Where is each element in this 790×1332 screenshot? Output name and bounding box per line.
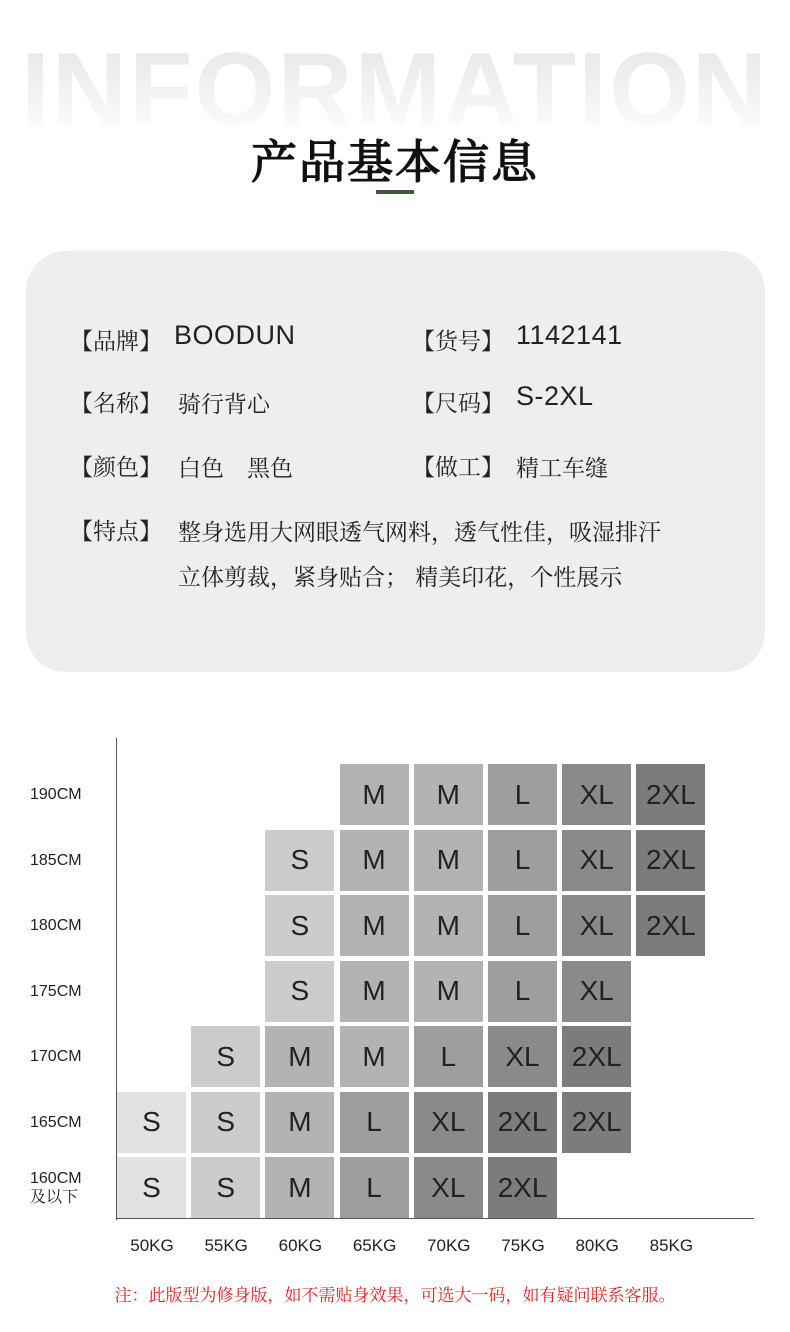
feature-line-1: 整身选用大网眼透气网料，透气性佳，吸湿排汗 [178, 520, 661, 546]
row-label-2: 180CM [30, 917, 82, 934]
size-cell-2-4: M [414, 895, 483, 956]
info-card [26, 251, 765, 672]
fit-note: 注：此版型为修身版，如不需贴身效果，可选大一码，如有疑问联系客服。 [114, 1286, 676, 1306]
size-cell-6-3: L [340, 1157, 409, 1218]
col-label-2: 60KG [278, 1236, 323, 1255]
size-cell-1-5: L [488, 830, 557, 891]
size-cell-2-7: 2XL [636, 895, 705, 956]
size-cell-2-2: S [265, 895, 334, 956]
row-label-6: 160CM 及以下 [30, 1169, 82, 1206]
size-cell-5-0: S [117, 1092, 186, 1153]
craft-value: 精工车缝 [516, 456, 608, 482]
brand-value: BOODUN [174, 320, 296, 350]
col-label-6: 80KG [575, 1236, 619, 1255]
size-cell-5-2: M [265, 1092, 334, 1153]
col-label-0: 50KG [130, 1236, 174, 1255]
background-watermark-word: INFORMATION [0, 38, 790, 142]
title-underline [376, 190, 414, 194]
size-cell-1-4: M [414, 830, 483, 891]
color-label: 【颜色】 [70, 455, 162, 481]
sku-label: 【货号】 [412, 329, 504, 355]
brand-label: 【品牌】 [70, 329, 162, 355]
size-cell-3-6: XL [562, 961, 631, 1022]
size-label: 【尺码】 [412, 391, 504, 417]
size-cell-4-5: XL [488, 1026, 557, 1087]
feature-line-2: 立体剪裁，紧身贴合； 精美印花，个性展示 [178, 565, 623, 591]
size-cell-0-4: M [414, 764, 483, 825]
size-cell-1-6: XL [562, 830, 631, 891]
size-cell-4-1: S [191, 1026, 260, 1087]
size-cell-6-5: 2XL [488, 1157, 557, 1218]
name-value: 骑行背心 [178, 392, 270, 418]
size-cell-4-6: 2XL [562, 1026, 631, 1087]
feature-label: 【特点】 [70, 519, 162, 545]
row-label-5: 165CM [30, 1113, 82, 1131]
size-cell-5-5: 2XL [488, 1092, 557, 1153]
page-title: 产品基本信息 [251, 135, 539, 189]
size-cell-3-4: M [414, 961, 483, 1022]
chart-x-axis [116, 1218, 754, 1219]
size-cell-4-4: L [414, 1026, 483, 1087]
col-label-1: 55KG [204, 1236, 248, 1255]
size-cell-3-3: M [340, 961, 409, 1022]
size-cell-3-5: L [488, 961, 557, 1022]
sku-value: 1142141 [516, 320, 623, 350]
col-label-5: 75KG [501, 1236, 545, 1255]
size-cell-5-6: 2XL [562, 1092, 631, 1153]
size-cell-0-6: XL [562, 764, 631, 825]
craft-label: 【做工】 [412, 455, 504, 481]
size-cell-1-3: M [340, 830, 409, 891]
col-label-4: 70KG [427, 1236, 471, 1255]
size-cell-4-2: M [265, 1026, 334, 1087]
size-cell-0-7: 2XL [636, 764, 705, 825]
size-cell-4-3: M [340, 1026, 409, 1087]
col-label-3: 65KG [352, 1236, 397, 1255]
size-cell-1-7: 2XL [636, 830, 705, 891]
size-cell-5-3: L [340, 1092, 409, 1153]
row-label-4: 170CM [30, 1048, 82, 1065]
name-label: 【名称】 [70, 391, 162, 417]
size-cell-6-4: XL [414, 1157, 483, 1218]
row-label-3: 175CM [30, 982, 82, 1000]
row-label-0: 190CM [30, 786, 82, 803]
size-cell-5-4: XL [414, 1092, 483, 1153]
size-value: S-2XL [516, 381, 594, 411]
size-cell-0-5: L [488, 764, 557, 825]
chart-y-axis [116, 738, 117, 1220]
size-cell-6-2: M [265, 1157, 334, 1218]
size-cell-2-6: XL [562, 895, 631, 956]
size-cell-5-1: S [191, 1092, 260, 1153]
size-cell-3-2: S [265, 961, 334, 1022]
size-cell-0-3: M [340, 764, 409, 825]
size-cell-6-0: S [117, 1157, 186, 1218]
size-cell-2-3: M [340, 895, 409, 956]
size-cell-1-2: S [265, 830, 334, 891]
size-cell-2-5: L [488, 895, 557, 956]
color-value: 白色 黑色 [178, 456, 293, 482]
col-label-7: 85KG [649, 1236, 694, 1255]
row-label-1: 185CM [30, 851, 82, 869]
size-cell-6-1: S [191, 1157, 260, 1218]
